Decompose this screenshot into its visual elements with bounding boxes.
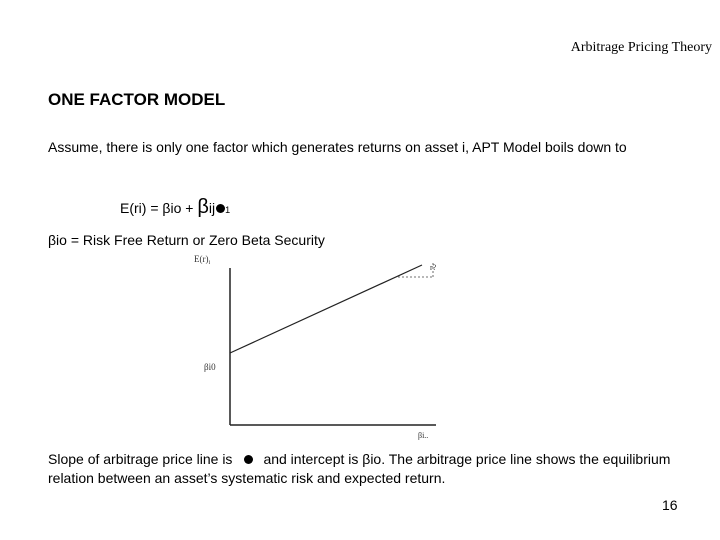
slope-text-before: Slope of arbitrage price line is: [48, 451, 233, 467]
slope-paragraph: [48, 450, 698, 488]
assumption-paragraph: Assume, there is only one factor which generates returns on asset i, APT Model boils down to: [48, 139, 627, 155]
formula-beta-symbol: β: [197, 196, 209, 218]
slope-label: r?: [430, 263, 437, 272]
page-number: 16: [662, 497, 678, 513]
lambda-dot-icon: [244, 455, 253, 464]
beta-io-definition: βio = Risk Free Return or Zero Beta Security: [48, 232, 325, 248]
slide-header: Arbitrage Pricing Theory: [570, 40, 712, 55]
arbitrage-price-line: [230, 265, 422, 353]
formula-lambda-sub: 1: [225, 205, 231, 215]
apt-formula: [120, 196, 231, 218]
formula-beta-io: βio: [162, 200, 182, 216]
formula-equals: =: [146, 200, 163, 216]
y-axis-label: $E(r)_i$: [194, 254, 211, 266]
slide-title: ONE FACTOR MODEL: [48, 90, 226, 109]
formula-beta-sub: ij: [208, 200, 216, 216]
formula-plus: +: [181, 200, 198, 216]
slope-text-after: and intercept is βio. The arbitrage price line shows the equilibrium relation between an asset’s systematic risk and expected return.: [48, 451, 671, 486]
lambda-dot-icon: [216, 204, 225, 213]
formula-lhs: E(ri): [120, 200, 147, 216]
arbitrage-price-line-graph: [190, 250, 450, 450]
intercept-label: βi0: [204, 362, 216, 372]
y-axis-label-sub: i: [208, 260, 211, 266]
x-axis-label: βi..: [418, 431, 429, 440]
